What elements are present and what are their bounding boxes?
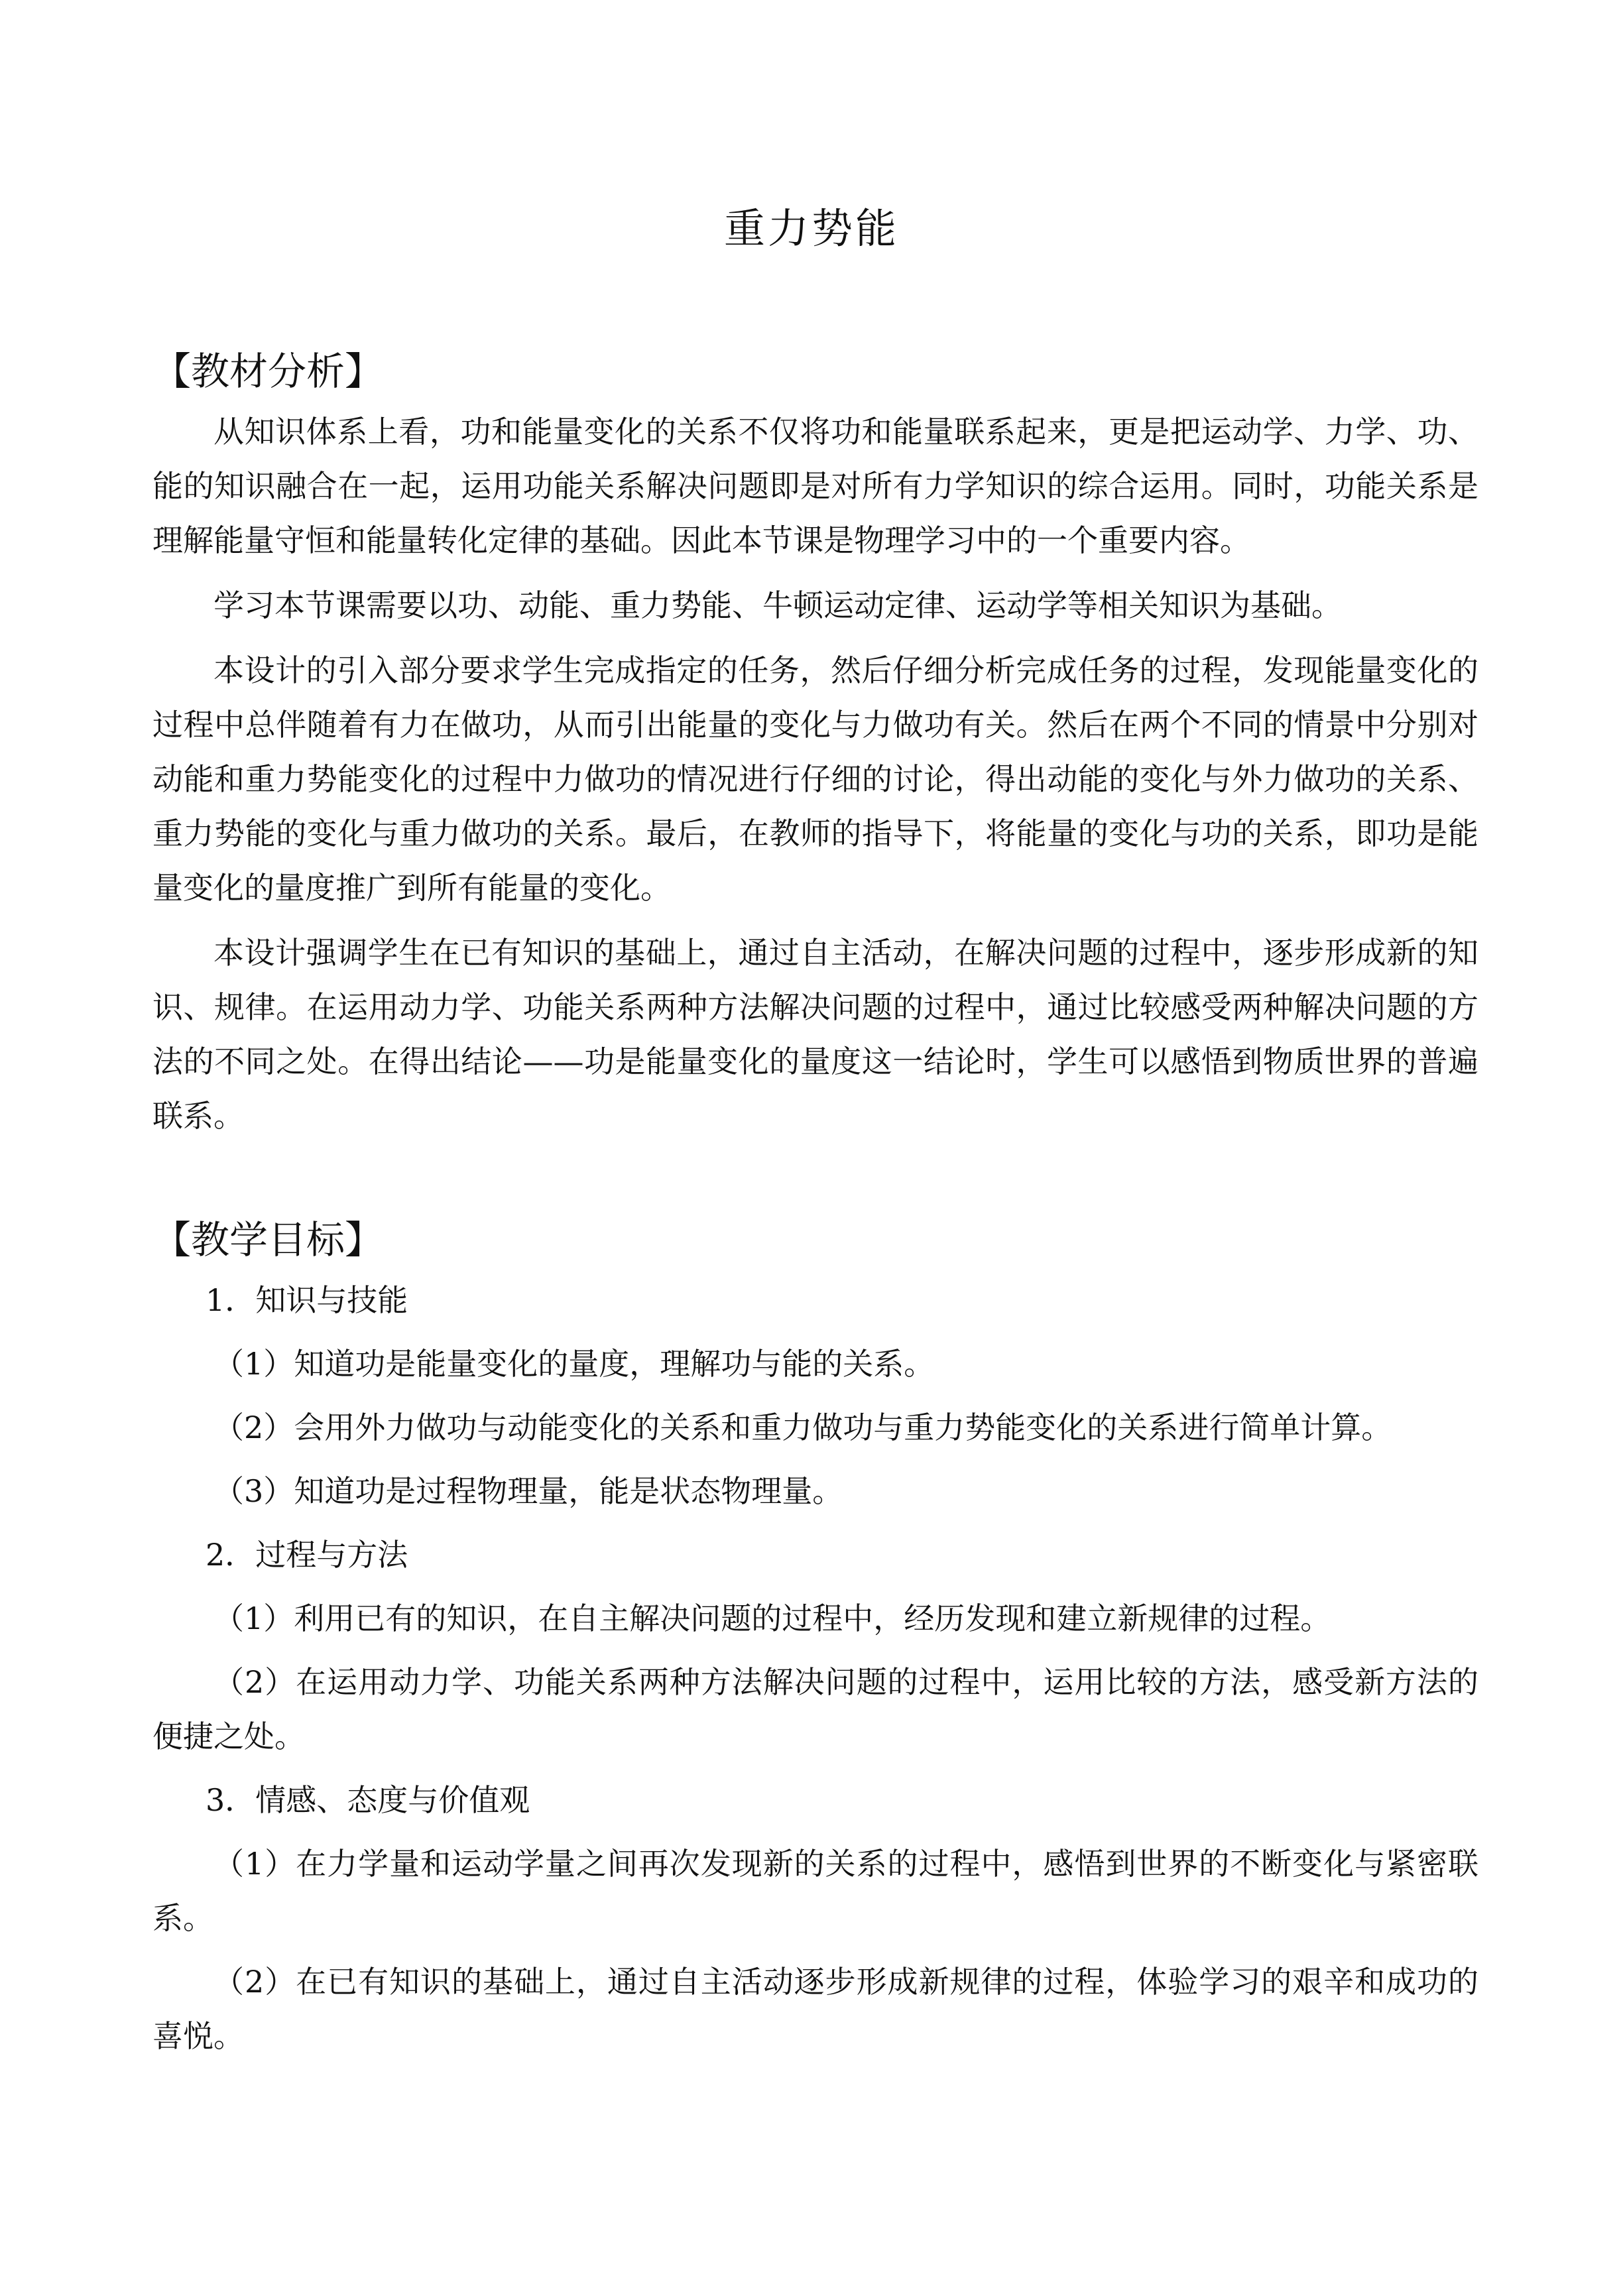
analysis-paragraph: 本设计的引入部分要求学生完成指定的任务，然后仔细分析完成任务的过程，发现能量变化的过程中总伴随着有力在做功，从而引出能量的变化与力做功有关。然后在两个不同的情景中分别对动能和重力势能变化的过程中力做功的情况进行仔细的讨论，得出动能的变化与外力做功的关系、重力势能的变化与重力做功的关系。最后，在教师的指导下，将能量的变化与功的关系，即功是能量变化的量度推广到所有能量的变化。 bbox=[152, 652, 1478, 906]
goal-item: （2）在已有知识的基础上，通过自主活动逐步形成新规律的过程，体验学习的艰辛和成功的喜悦。 bbox=[152, 1964, 1478, 2054]
goal-item: （2）会用外力做功与动能变化的关系和重力做功与重力势能变化的关系进行简单计算。 bbox=[213, 1410, 1392, 1445]
analysis-paragraph: 从知识体系上看，功和能量变化的关系不仅将功和能量联系起来，更是把运动学、力学、功、能的知识融合在一起，运用功能关系解决问题即是对所有力学知识的综合运用。同时，功能关系是理解能量守恒和能量转化定律的基础。因此本节课是物理学习中的一个重要内容。 bbox=[152, 414, 1478, 558]
goal-group-title: 3．情感、态度与价值观 bbox=[206, 1782, 530, 1818]
page-title: 重力势能 bbox=[723, 204, 899, 253]
analysis-paragraph: 学习本节课需要以功、动能、重力势能、牛顿运动定律、运动学等相关知识为基础。 bbox=[213, 587, 1342, 623]
goal-group-title: 1．知识与技能 bbox=[206, 1282, 408, 1318]
goals-heading: 【教学目标】 bbox=[152, 1217, 384, 1262]
goal-item: （3）知道功是过程物理量，能是状态物理量。 bbox=[213, 1473, 843, 1509]
goal-item: （2）在运用动力学、功能关系两种方法解决问题的过程中，运用比较的方法，感受新方法的便捷之处。 bbox=[152, 1664, 1478, 1754]
goal-group-title: 2．过程与方法 bbox=[206, 1537, 408, 1573]
analysis-paragraph: 本设计强调学生在已有知识的基础上，通过自主活动，在解决问题的过程中，逐步形成新的知识、规律。在运用动力学、功能关系两种方法解决问题的过程中，通过比较感受两种解决问题的方法的不同之处。在得出结论——功是能量变化的量度这一结论时，学生可以感悟到物质世界的普遍联系。 bbox=[152, 935, 1478, 1134]
goal-item: （1）在力学量和运动学量之间再次发现新的关系的过程中，感悟到世界的不断变化与紧密联系。 bbox=[152, 1846, 1478, 1936]
goals-section bbox=[152, 1207, 1478, 2073]
goal-item: （1）知道功是能量变化的量度，理解功与能的关系。 bbox=[213, 1346, 935, 1382]
goal-item: （1）利用已有的知识，在自主解决问题的过程中，经历发现和建立新规律的过程。 bbox=[213, 1601, 1331, 1636]
analysis-section bbox=[152, 338, 1478, 1154]
analysis-heading: 【教材分析】 bbox=[152, 349, 384, 394]
